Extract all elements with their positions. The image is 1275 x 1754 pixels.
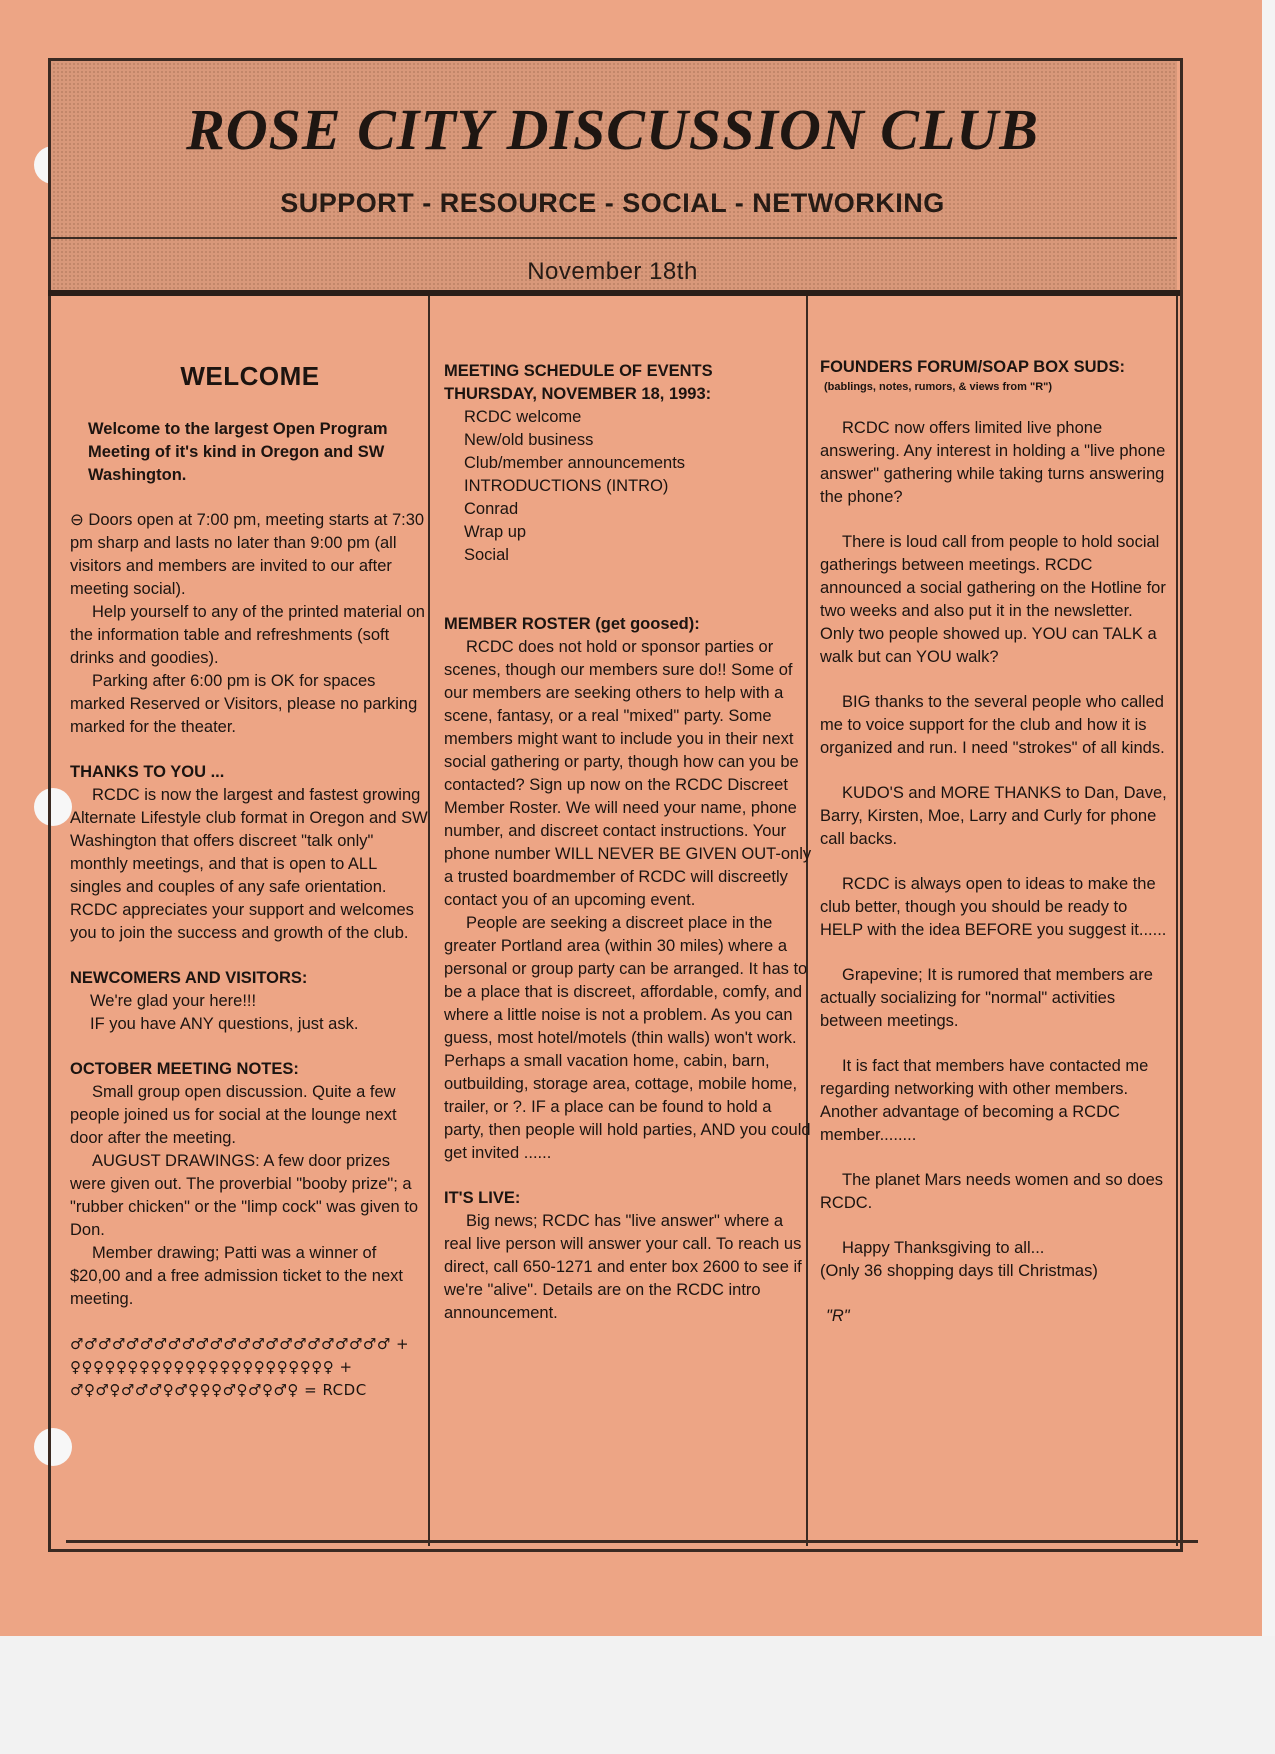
- schedule-item: New/old business: [464, 431, 594, 449]
- column-schedule: [444, 360, 814, 1325]
- masthead-divider: [48, 237, 1177, 239]
- forum-paragraph: There is loud call from people to hold social gatherings between meetings. RCDC announced a social gathering on the Hotline for two weeks and also put it in the newsletter. Only two people showed up. YOU can TALK a walk but can YOU walk?: [820, 533, 1166, 666]
- forum-paragraph: Happy Thanksgiving to all...: [842, 1239, 1045, 1257]
- newcomers-line: We're glad your here!!!: [90, 992, 257, 1010]
- october-paragraph: Small group open discussion. Quite a few people joined us for social at the lounge next door after the meeting.: [70, 1083, 397, 1147]
- forum-paragraph: The planet Mars needs women and so does RCDC.: [820, 1171, 1164, 1212]
- october-heading: OCTOBER MEETING NOTES:: [70, 1060, 299, 1078]
- roster-heading: MEMBER ROSTER (get goosed):: [444, 615, 700, 633]
- schedule-item: Wrap up: [464, 523, 527, 541]
- newcomers-heading: NEWCOMERS AND VISITORS:: [70, 969, 308, 987]
- forum-paragraph: RCDC now offers limited live phone answering. Any interest in holding a "live phone answer" gathering while taking turns answering the phone?: [820, 419, 1166, 506]
- forum-heading: FOUNDERS FORUM/SOAP BOX SUDS:: [820, 358, 1125, 376]
- schedule-item: Conrad: [464, 500, 519, 518]
- newsletter-subtitle: SUPPORT - RESOURCE - SOCIAL - NETWORKING: [280, 188, 945, 218]
- schedule-heading: MEETING SCHEDULE OF EVENTS: [444, 362, 713, 380]
- welcome-intro: Welcome to the largest Open Program Meeting of it's kind in Oregon and SW Washington.: [88, 420, 388, 484]
- schedule-date: THURSDAY, NOVEMBER 18, 1993:: [444, 385, 712, 403]
- forum-paragraph: Grapevine; It is rumored that members are actually socializing for "normal" activities between meetings.: [820, 966, 1153, 1030]
- newsletter-title: ROSE CITY DISCUSSION CLUB: [186, 97, 1039, 162]
- schedule-item: Social: [464, 546, 509, 564]
- issue-date: November 18th: [527, 258, 698, 285]
- forum-paragraph: RCDC is always open to ideas to make the club better, though you should be ready to HELP with the idea BEFORE you suggest it......: [820, 875, 1167, 939]
- column-founders-forum: [820, 356, 1170, 1328]
- schedule-item: Club/member announcements: [464, 454, 686, 472]
- forum-paragraph: KUDO'S and MORE THANKS to Dan, Dave, Barry, Kirsten, Moe, Larry and Curly for phone call backs.: [820, 784, 1167, 848]
- place-paragraph: People are seeking a discreet place in the greater Portland area (within 30 miles) where a personal or group party can be arranged. It has to be a place that is discreet, affordable, comfy, and where a little noise is not a problem. As you can guess, most hotel/motels (thin walls) won't work. Perhaps a small vacation home, cabin, barn, outbuilding, storage area, cottage, mobile home, trailer, or ?. IF a place can be found to hold a party, then people will hold parties, AND you could get invited ......: [444, 914, 811, 1162]
- newcomers-line: IF you have ANY questions, just ask.: [90, 1015, 359, 1033]
- gender-symbols-row: ♀♀♀♀♀♀♀♀♀♀♀♀♀♀♀♀♀♀♀♀♀♀♀ +: [70, 1358, 353, 1376]
- drawing-paragraph: Member drawing; Patti was a winner of $20,00 and a free admission ticket to the next meeting.: [70, 1244, 403, 1308]
- help-paragraph: Help yourself to any of the printed material on the information table and refreshments (soft drinks and goodies).: [70, 603, 425, 667]
- gender-symbols-row: ♂♂♂♂♂♂♂♂♂♂♂♂♂♂♂♂♂♂♂♂♂♂♂ +: [70, 1335, 410, 1353]
- date-divider: [48, 290, 1180, 296]
- scan-margin-bottom: [0, 1636, 1275, 1754]
- signature: "R": [826, 1307, 850, 1325]
- parking-paragraph: Parking after 6:00 pm is OK for spaces marked Reserved or Visitors, please no parking marked for the theater.: [70, 672, 418, 736]
- august-paragraph: AUGUST DRAWINGS: A few door prizes were given out. The proverbial "booby prize"; a "rubber chicken" or the "limp cock" was given to Don.: [70, 1152, 419, 1239]
- schedule-item: INTRODUCTIONS (INTRO): [464, 477, 669, 495]
- column-welcome: [70, 361, 430, 1402]
- live-heading: IT'S LIVE:: [444, 1189, 521, 1207]
- forum-paragraph: (Only 36 shopping days till Christmas): [820, 1262, 1098, 1280]
- gender-symbols-row: ♂♀♂♀♂♂♂♀♂♀♀♀♂♀♂♀♂♀ = RCDC: [70, 1381, 367, 1399]
- bottom-divider: [66, 1540, 1198, 1543]
- frame-right-lower: [1176, 296, 1178, 1546]
- welcome-heading: WELCOME: [180, 361, 320, 391]
- forum-subheading: (bablings, notes, rumors, & views from "R"): [824, 381, 1053, 393]
- roster-paragraph: RCDC does not hold or sponsor parties or scenes, though our members sure do!! Some of our members are seeking others to help with a scene, fantasy, or a real "mixed" party. Some members might want to include you in their next social gathering or party, though how can you be contacted? Sign up now on the RCDC Discreet Member Roster. We will need your name, phone number, and discreet contact instructions. Your phone number WILL NEVER BE GIVEN OUT-only a trusted boardmember of RCDC will discreetly contact you of an upcoming event.: [444, 638, 812, 909]
- schedule-item: RCDC welcome: [464, 408, 582, 426]
- scan-margin-right: [1262, 0, 1275, 1636]
- forum-paragraph: BIG thanks to the several people who called me to voice support for the club and how it is organized and run. I need "strokes" of all kinds.: [820, 693, 1165, 757]
- live-paragraph: Big news; RCDC has "live answer" where a real live person will answer your call. To reach us direct, call 650-1271 and enter box 2600 to see if we're "alive". Details are on the RCDC intro announcement.: [444, 1212, 802, 1322]
- doors-paragraph: ⊖ Doors open at 7:00 pm, meeting starts at 7:30 pm sharp and lasts no later than 9:00 pm (all visitors and members are invited to our after meeting social).: [70, 511, 425, 598]
- forum-paragraph: It is fact that members have contacted me regarding networking with other members. Another advantage of becoming a RCDC member........: [820, 1057, 1149, 1144]
- schedule-list: [444, 406, 814, 567]
- thanks-paragraph: RCDC is now the largest and fastest growing Alternate Lifestyle club format in Oregon and SW Washington that offers discreet "talk only" monthly meetings, and that is open to ALL singles and couples of any safe orientation. RCDC appreciates your support and welcomes you to join the success and growth of the club.: [70, 786, 428, 942]
- thanks-heading: THANKS TO YOU ...: [70, 763, 225, 781]
